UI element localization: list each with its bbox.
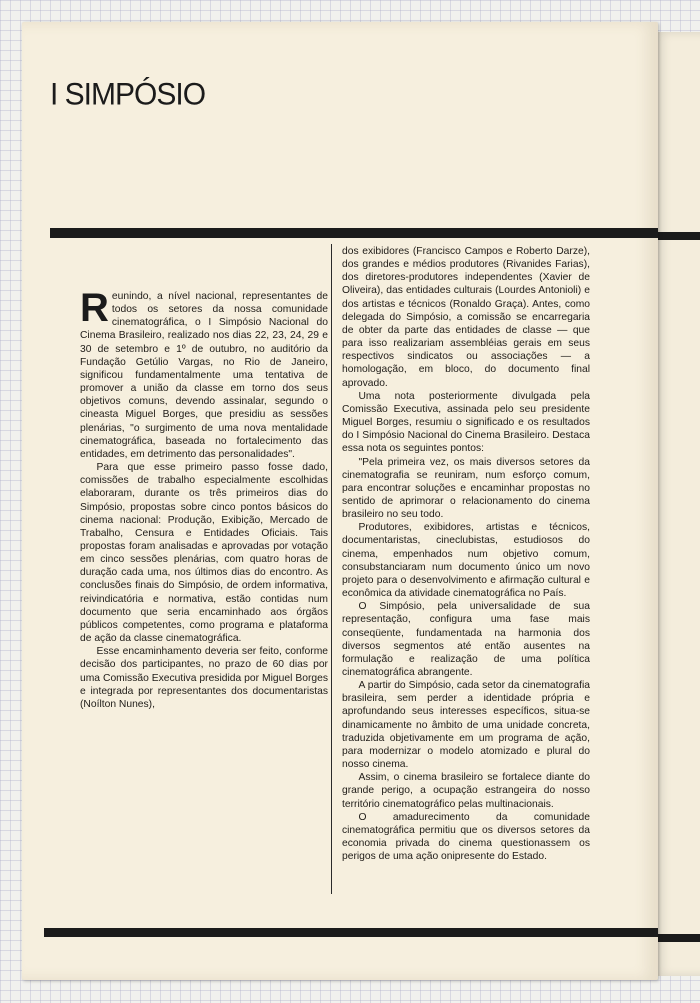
right-paragraph-1: dos exibidores (Francisco Campos e Roberto Darze), dos grandes e médios produtores (Rivanides Farias), dos diretores-produtores independentes (Xavier de Oliveira), das entidades culturais (Lourdes Antonioli) e dos artistas e técnicos (Ronaldo Graça). Antes, como delegada do Simpósio, a comissão se encarregaria de obter da parte das entidades de classe — que para isso realizariam assembléias gerais em seus respectivos sindicatos ou associações — a homologação, em bloco, do documento final aprovado. <box>342 246 590 389</box>
column-divider <box>331 244 332 894</box>
right-paragraph-5: O Simpósio, pela universalidade de sua representação, configura uma fase mais conseqüente, fundamentada na harmonia dos diversos segmentos até então ausentes na formulação e realização de uma política cinematográfica abrangente. <box>342 601 590 678</box>
left-paragraph-1-text: eunindo, a nível nacional, representantes de todos os setores da nossa comunidade cinematográfica, o I Simpósio Nacional do Cinema Brasileiro, realizado nos dias 22, 23, 24, 29 e 30 de setembro e 1º de outubro, no auditório da Fundação Getúlio Vargas, no Rio de Janeiro, significou fundamentalmente uma tentativa de promover a união da classe em torno dos seus objetivos comuns, devendo assinalar, segundo o cineasta Miguel Borges, que presidiu as sessões plenárias, "o surgimento de uma nova mentalidade cinematográfica, baseada no fortalecimento das entidades, em detrimento das personalidades". <box>80 291 328 460</box>
magazine-page <box>22 22 658 980</box>
right-paragraph-2: Uma nota posteriormente divulgada pela Comissão Executiva, assinada pelo seu presidente Miguel Borges, resumiu o significado e os resultados do I Simpósio Nacional do Cinema Brasileiro. Destaca essa nota os seguintes pontos: <box>342 390 590 455</box>
left-paragraph-3: Esse encaminhamento deveria ser feito, conforme decisão dos participantes, no prazo de 60 dias por uma Comissão Executiva presidida por Miguel Borges e integrada por representantes dos documentaristas (Noílton Nunes), <box>80 646 328 710</box>
page-title: I SIMPÓSIO <box>50 77 206 112</box>
drop-cap: R <box>80 286 109 330</box>
right-column <box>342 245 590 863</box>
right-paragraph-8: O amadurecimento da comunidade cinematográfica permitiu que os diversos setores da economia privada do cinema questionassem os perigos de uma ação onipresente do Estado. <box>342 811 590 863</box>
adjacent-page-rule-top <box>656 232 700 240</box>
right-paragraph-3: "Pela primeira vez, os mais diversos setores da cinematografia se reuniram, num esforço comum, para encontrar soluções e encaminhar propostas no sentido de aprimorar o relacionamento do cinema brasileiro no seu todo. <box>342 456 590 521</box>
right-paragraph-6: A partir do Simpósio, cada setor da cinematografia brasileira, sem perder a identidade própria e aprofundando seus interesses específicos, situa-se dinamicamente no âmbito de uma unidade concreta, traduzida objetivamente em um programa de ação, para modernizar o modelo atomizado e plural do nosso cinema. <box>342 680 590 771</box>
adjacent-page-edge <box>655 32 700 976</box>
top-rule <box>50 228 658 238</box>
right-paragraph-4: Produtores, exibidores, artistas e técnicos, documentaristas, cineclubistas, estudiosos do cinema, empenhados num objetivo comum, consubstanciaram num documento único um novo projeto para o desenvolvimento e afirmação cultural e econômica da atividade cinematográfica no País. <box>342 522 590 600</box>
left-column <box>80 286 328 711</box>
right-paragraph-7: Assim, o cinema brasileiro se fortalece diante do grande perigo, a ocupação estrangeira do nosso território cinematográfico pelas multinacionais. <box>342 772 590 810</box>
left-paragraph-1 <box>80 286 328 461</box>
bottom-rule <box>44 928 658 937</box>
adjacent-page-rule-bottom <box>656 934 700 942</box>
left-paragraph-2: Para que esse primeiro passo fosse dado, comissões de trabalho especialmente escolhidas elaboraram, durante os três primeiros dias do Simpósio, propostas sobre cinco pontos básicos do cinema nacional: Produção, Exibição, Mercado de Trabalho, Censura e Entidades Oficiais. Tais propostas foram analisadas e aprovadas por votação em cinco sessões plenárias, com quatro horas de duração cada uma, nos últimos dias do encontro. As conclusões finais do Simpósio, de ordem informativa, reivindicatória e normativa, estão contidas num documento que seria encaminhado aos órgãos públicos competentes, como programa e plataforma de ação da classe cinematográfica. <box>80 462 328 645</box>
